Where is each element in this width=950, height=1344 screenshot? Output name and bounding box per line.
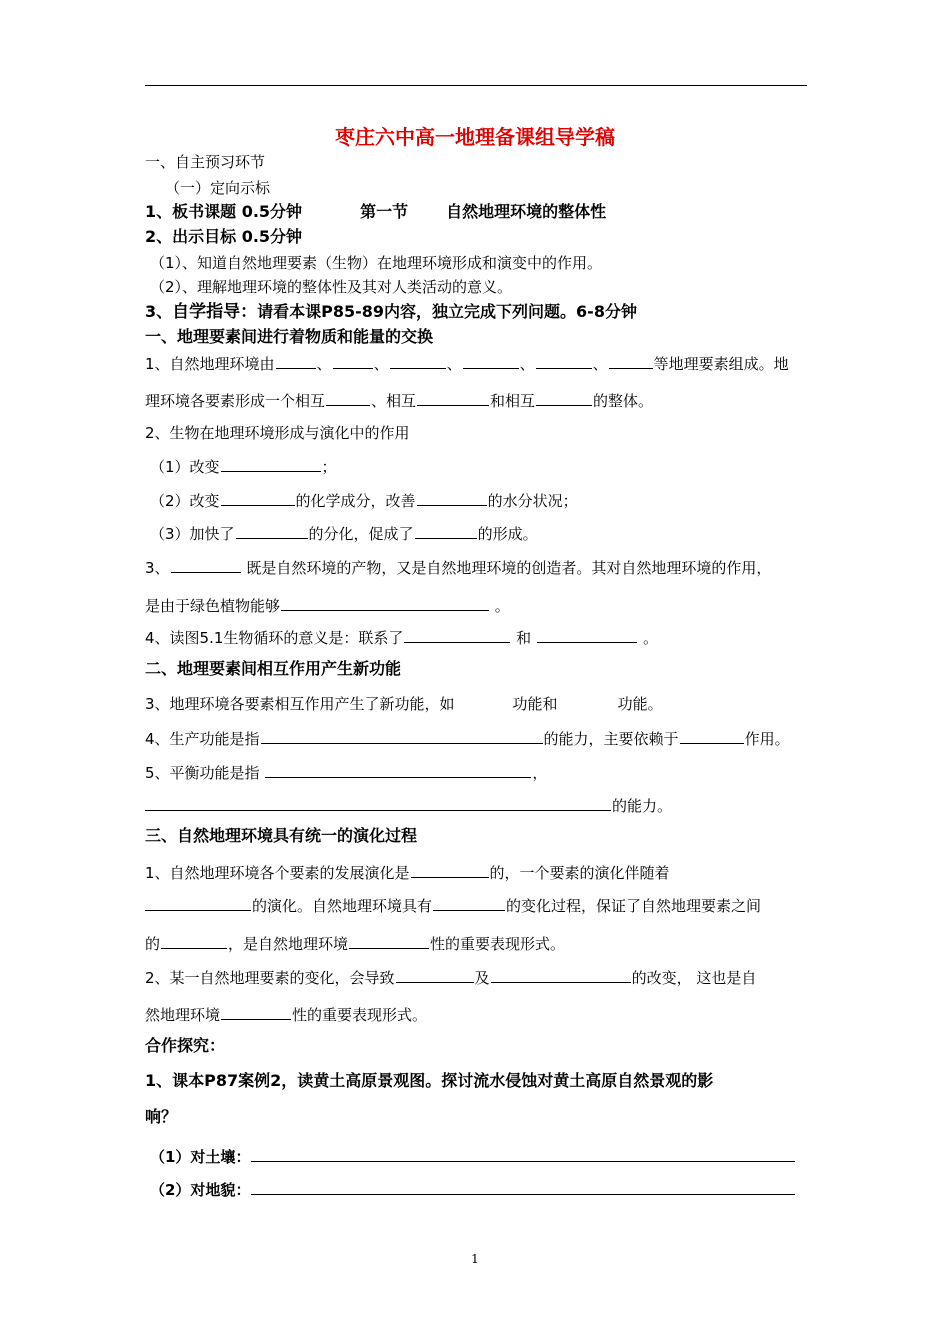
blank[interactable] xyxy=(276,352,316,369)
blank[interactable] xyxy=(609,352,653,369)
question-2: 2、生物在地理环境形成与演化中的作用 xyxy=(145,424,410,442)
question-8-cont: 的演化。自然地理环境具有 的变化过程，保证了自然地理要素之间 xyxy=(145,894,761,916)
soil-answer-line: （1）对土壤： xyxy=(150,1145,796,1167)
question-9-cont: 然地理环境 性的重要表现形式。 xyxy=(145,1003,427,1025)
blank[interactable] xyxy=(411,861,489,878)
document-title: 枣庄六中高一地理备课组导学稿 xyxy=(335,125,615,149)
blank[interactable] xyxy=(171,556,241,573)
blank[interactable] xyxy=(236,522,308,539)
blank[interactable] xyxy=(396,966,474,983)
subsection-orientation: （一）定向示标 xyxy=(165,179,271,197)
blank[interactable] xyxy=(326,389,370,406)
case-question: 1、课本P87案例2，读黄土高原景观图。探讨流水侵蚀对黄土高原自然景观的影 xyxy=(145,1071,714,1090)
blank[interactable] xyxy=(221,455,321,472)
question-4: 4、读图5.1生物循环的意义是：联系了 和 。 xyxy=(145,626,658,648)
guide-text: 请看本课P85-89内容，独立完成下列问题。6-8分钟 xyxy=(257,302,637,321)
case-question-cont: 响？ xyxy=(145,1107,178,1126)
question-2-2: （2）改变 的化学成分，改善 的水分状况； xyxy=(150,489,578,511)
question-7: 5、平衡功能是指 ， xyxy=(145,761,547,783)
question-2-1: （1）改变 ； xyxy=(150,455,337,477)
question-8-cont2: 的 ，是自然地理环境 性的重要表现形式。 xyxy=(145,932,565,954)
blank[interactable] xyxy=(537,626,637,643)
blank[interactable] xyxy=(251,1178,795,1195)
blank[interactable] xyxy=(145,894,251,911)
heading-evolution: 三、自然地理环境具有统一的演化过程 xyxy=(145,826,418,845)
blank[interactable] xyxy=(536,389,592,406)
lesson-topic-label: 1、板书课题 0.5分钟 xyxy=(145,202,303,221)
blank[interactable] xyxy=(261,727,543,744)
question-8: 1、自然地理环境各个要素的发展演化是 的，一个要素的演化伴随着 xyxy=(145,861,670,883)
question-1-cont: 理环境各要素形成一个相互 、相互 和相互 的整体。 xyxy=(145,389,653,411)
heading-exchange: 一、地理要素间进行着物质和能量的交换 xyxy=(145,327,434,346)
blank[interactable] xyxy=(221,1003,291,1020)
blank[interactable] xyxy=(415,522,477,539)
blank[interactable] xyxy=(390,352,446,369)
q1-text: 1、自然地理环境由 xyxy=(145,355,275,373)
question-6: 4、生产功能是指 的能力，主要依赖于 作用。 xyxy=(145,727,790,749)
blank[interactable] xyxy=(161,932,227,949)
blank[interactable] xyxy=(433,894,505,911)
header-rule xyxy=(145,85,807,86)
blank[interactable] xyxy=(251,1145,795,1162)
objective-1: （1）、知道自然地理要素（生物）在地理环境形成和演变中的作用。 xyxy=(150,254,603,272)
question-1: 1、自然地理环境由 、 、 、 、 、 等地理要素组成。地 xyxy=(145,352,789,374)
question-3-cont: 是由于绿色植物能够 。 xyxy=(145,594,510,616)
blank[interactable] xyxy=(536,352,592,369)
blank[interactable] xyxy=(333,352,373,369)
landform-answer-line: （2）对地貌： xyxy=(150,1178,796,1200)
blank[interactable] xyxy=(404,626,510,643)
section-self-study: 一、自主预习环节 xyxy=(145,153,266,171)
guide-label: 自学指导： xyxy=(172,302,258,322)
blank[interactable] xyxy=(417,489,487,506)
blank[interactable] xyxy=(680,727,744,744)
question-3: 3、 既是自然环境的产物，又是自然地理环境的创造者。其对自然地理环境的作用， xyxy=(145,556,771,578)
blank[interactable] xyxy=(349,932,429,949)
blank[interactable] xyxy=(145,794,611,811)
blank[interactable] xyxy=(417,389,489,406)
guide-number: 3、 xyxy=(145,302,173,321)
question-5: 3、地理环境各要素相互作用产生了新功能，如 功能和 功能。 xyxy=(145,695,663,713)
blank[interactable] xyxy=(265,761,531,778)
blank[interactable] xyxy=(463,352,519,369)
page-number: 1 xyxy=(471,1252,479,1266)
question-9: 2、某一自然地理要素的变化，会导致 及 的改变， 这也是自 xyxy=(145,966,756,988)
lesson-section: 第一节 xyxy=(360,202,409,221)
line-lesson-topic xyxy=(145,202,606,222)
heading-cooperative: 合作探究： xyxy=(145,1036,226,1055)
blank[interactable] xyxy=(221,489,295,506)
heading-new-functions: 二、地理要素间相互作用产生新功能 xyxy=(145,659,402,678)
blank[interactable] xyxy=(491,966,631,983)
line-show-goals: 2、出示目标 0.5分钟 xyxy=(145,227,303,246)
question-2-3: （3）加快了 的分化，促成了 的形成。 xyxy=(150,522,538,544)
objective-2: （2）、理解地理环境的整体性及其对人类活动的意义。 xyxy=(150,278,513,296)
blank[interactable] xyxy=(281,594,489,611)
line-self-study-guide xyxy=(145,302,637,322)
lesson-title: 自然地理环境的整体性 xyxy=(446,202,607,221)
question-7-cont: 的能力。 xyxy=(145,794,672,816)
